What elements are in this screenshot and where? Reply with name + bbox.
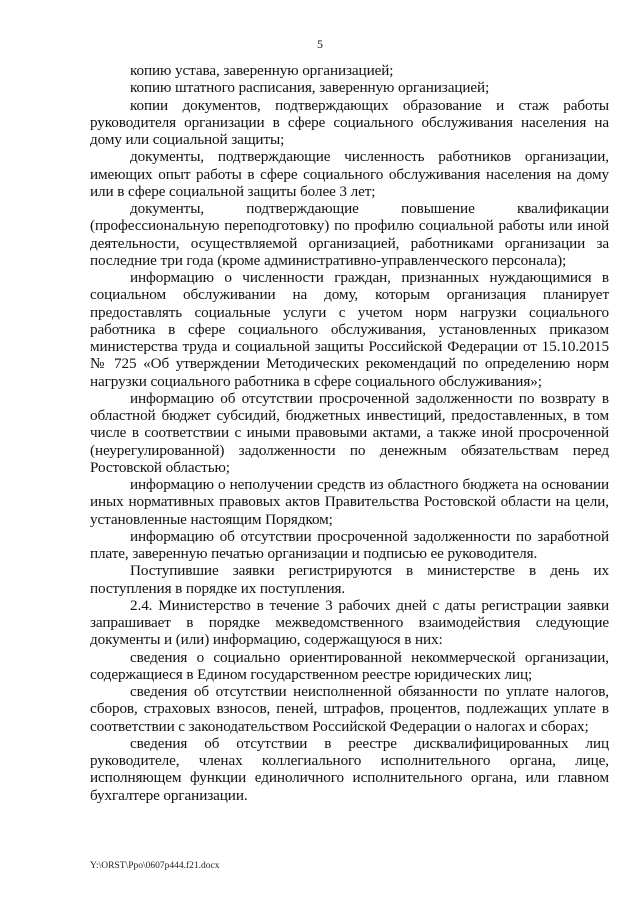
paragraph: копию штатного расписания, заверенную организацией; [130,79,490,97]
paragraph: информацию об отсутствии просроченной задолженности по возврату в областной бюджет субсидий, бюджетных инвестиций, предоставленных, в том числе в соответствии с иными правовыми актами, а также иной просроченной (неурегулированной) задолженности по денежным обязательствам перед Ростовской областью; [90,389,609,476]
paragraph: информацию о численности граждан, признанных нуждающимися в социальном обслуживании на дому, которым организация планирует предоставлять социальные услуги с учетом норм нагрузки социального работника в сфере социального обслуживания, установленных приказом министерства труда и социальной защиты Российской Федерации от 15.10.2015 № 725 «Об утверждении Методических рекомендаций по определению норм нагрузки социального работника в сфере социального обслуживания»; [90,269,609,390]
paragraph: документы, подтверждающие численность работников организации, имеющих опыт работы в сфере социального обслуживания населения на дому или в сфере социальной защиты более 3 лет; [90,148,609,200]
paragraph: сведения об отсутствии в реестре дисквалифицированных лиц руководителе, членах коллегиального исполнительного органа, лице, исполняющем функции единоличного исполнительного органа, или главном бухгалтере организации. [90,734,609,804]
paragraph: документы, подтверждающие повышение квалификации (профессиональную переподготовку) по профилю социальной работы или иной деятельности, осуществляемой организацией, работниками организации за последние три года (кроме административно-управленческого персонала); [90,200,609,269]
paragraph: копию устава, заверенную организацией; [130,62,394,79]
paragraph: Поступившие заявки регистрируются в министерстве в день их поступления в порядке их поступления. [90,562,609,597]
paragraph: сведения о социально ориентированной некоммерческой организации, содержащиеся в Едином государственном реестре юридических лиц; [90,648,609,683]
page-number: 5 [317,37,323,51]
footer-file-path: Y:\ORST\Ppo\0607p444.f21.docx [90,861,220,871]
paragraph: 2.4. Министерство в течение 3 рабочих дней с даты регистрации заявки запрашивает в порядке межведомственного взаимодействия следующие документы и (или) информацию, содержащуюся в них: [90,596,609,649]
paragraph: копии документов, подтверждающих образование и стаж работы руководителя организации в сфере социального обслуживания населения на дому или социальной защиты; [90,96,609,148]
paragraph: информацию об отсутствии просроченной задолженности по заработной плате, заверенную печатью организации и подписью ее руководителя. [90,527,609,562]
paragraph: информацию о неполучении средств из областного бюджета на основании иных нормативных правовых актов Правительства Ростовской области на цели, установленные настоящим Порядком; [90,476,609,528]
paragraph: сведения об отсутствии неисполненной обязанности по уплате налогов, сборов, страховых взносов, пеней, штрафов, процентов, подлежащих уплате в соответствии с законодательством Российской Федерации о налогах и сборах; [90,683,609,735]
document-body [90,62,609,804]
